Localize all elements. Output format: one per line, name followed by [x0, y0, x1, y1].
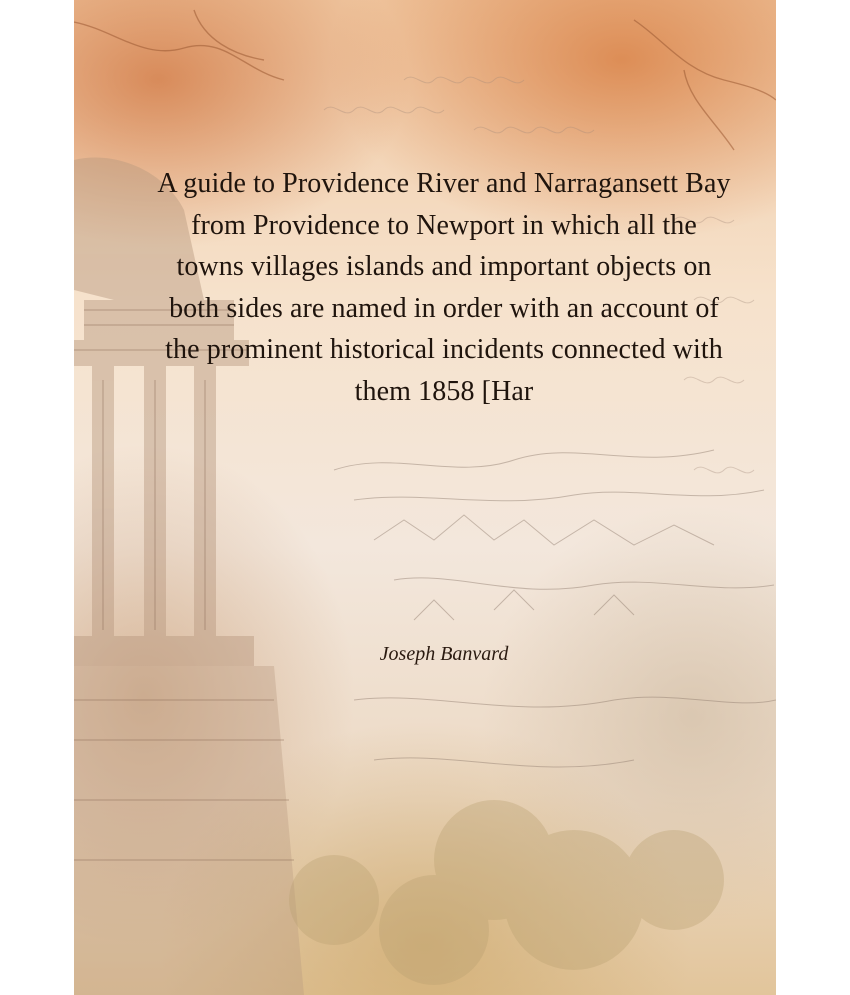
foliage-blotches: [289, 800, 724, 985]
book-author: Joseph Banvard: [379, 643, 509, 665]
book-title: A guide to Providence River and Narragansett Bay from Providence to Newport in which all the towns villages islands and important objects on both sides are named in order with an account of the prominent historical incidents connected with them 1858 [Har: [157, 168, 731, 407]
vintage-background-illustration: [74, 0, 776, 995]
paper-crack-lines: [74, 10, 776, 150]
landscape-sketch: [334, 450, 776, 767]
book-cover: [74, 0, 776, 995]
